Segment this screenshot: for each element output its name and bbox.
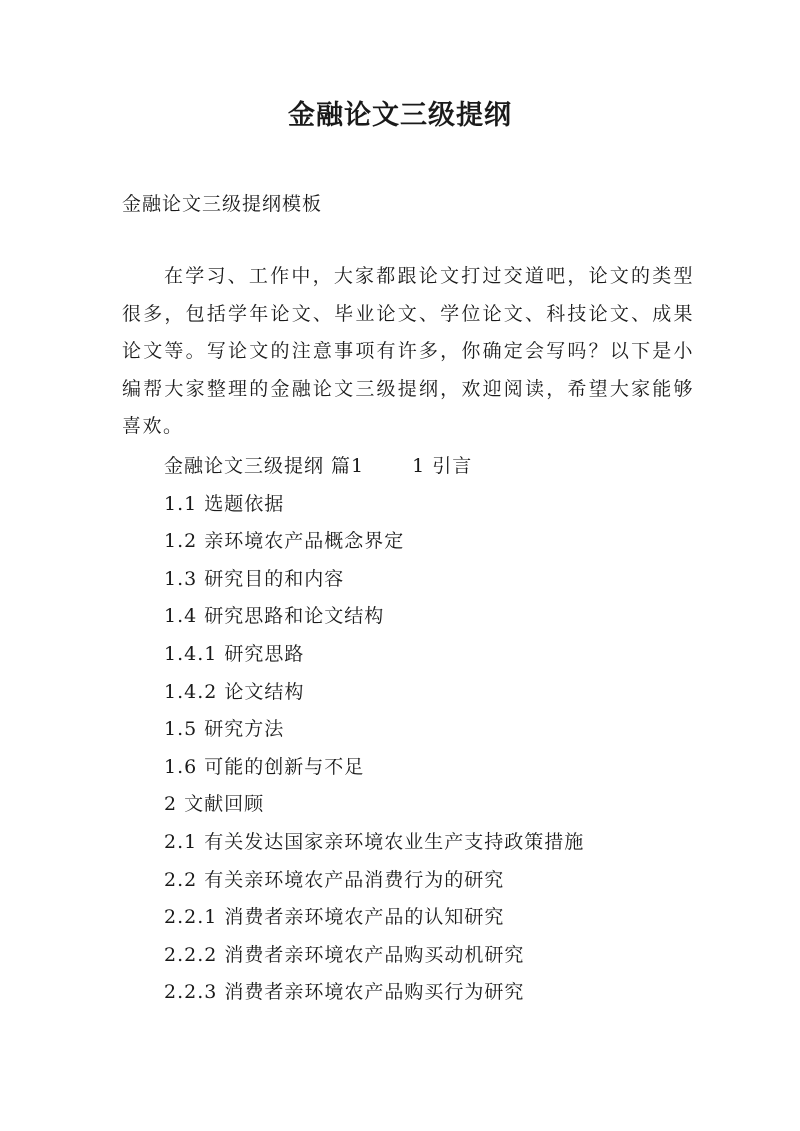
section-heading: 金融论文三级提纲 篇1 (164, 455, 365, 477)
outline-entry: 1.3 研究目的和内容 (164, 567, 345, 590)
outline-first-line (164, 448, 584, 486)
outline-entry: 2.2 有关亲环境农产品消费行为的研究 (164, 868, 505, 891)
outline-entry: 1.2 亲环境农产品概念界定 (164, 530, 405, 553)
outline-entry: 2.2.2 消费者亲环境农产品购买动机研究 (164, 943, 525, 966)
page-title: 金融论文三级提纲 (288, 100, 512, 131)
outline-entry: 1.4.1 研究思路 (164, 642, 305, 665)
outline-entry: 1.5 研究方法 (164, 718, 285, 741)
intro-paragraph: 在学习、工作中，大家都跟论文打过交道吧，论文的类型很多，包括学年论文、毕业论文、学位论文、科技论文、成果论文等。写论文的注意事项有许多，你确定会写吗？以下是小编帮大家整理的金融论文三级提纲，欢迎阅读，希望大家能够喜欢。 (122, 265, 694, 437)
document-subtitle: 金融论文三级提纲模板 (122, 193, 323, 215)
outline-entry: 1.4.2 论文结构 (164, 680, 305, 703)
outline-entry: 1.4 研究思路和论文结构 (164, 605, 385, 628)
outline-entry: 2.2.1 消费者亲环境农产品的认知研究 (164, 906, 505, 929)
outline-entry: 1.6 可能的创新与不足 (164, 755, 365, 778)
outline-entry: 1.1 选题依据 (164, 492, 285, 515)
outline-entry: 2 文献回顾 (164, 793, 265, 816)
outline-entry: 2.2.3 消费者亲环境农产品购买行为研究 (164, 981, 525, 1004)
outline-list (164, 448, 584, 1012)
outline-entry: 2.1 有关发达国家亲环境农业生产支持政策措施 (164, 830, 585, 853)
outline-entry-first: 1 引言 (412, 455, 473, 477)
